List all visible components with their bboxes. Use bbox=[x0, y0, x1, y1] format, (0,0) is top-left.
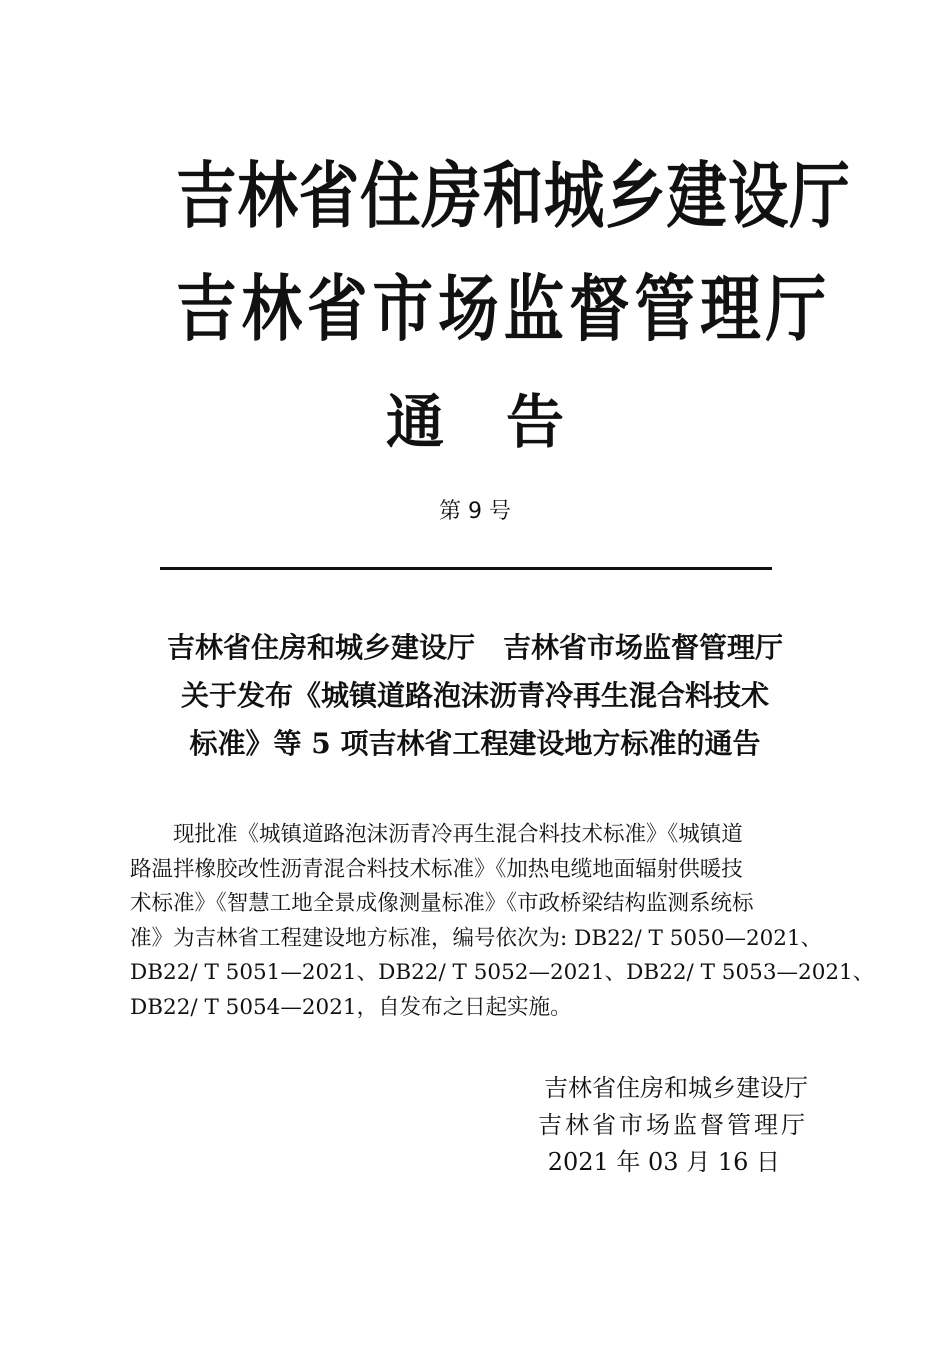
red-head-divider bbox=[160, 567, 772, 570]
signature-block bbox=[538, 1070, 808, 1181]
body-line: 路温拌橡胶改性沥青混合料技术标准》《加热电缆地面辐射供暖技 bbox=[130, 856, 743, 882]
headline-line: 关于发布《城镇道路泡沫沥青冷再生混合料技术 bbox=[180, 679, 769, 712]
notice-title: 通告 bbox=[385, 388, 626, 456]
signature-date: 2021 年 03 月 16 日 bbox=[547, 1148, 780, 1176]
notice-headline bbox=[80, 624, 870, 768]
body-line: 现批准《城镇道路泡沫沥青冷再生混合料技术标准》《城镇道 bbox=[130, 822, 743, 847]
body-line: 准》为吉林省工程建设地方标准，编号依次为: DB22/ T 5050—2021、 bbox=[130, 925, 823, 951]
headline-line: 吉林省住房和城乡建设厅 吉林省市场监督管理厅 bbox=[166, 631, 783, 664]
body-line: 术标准》《智慧工地全景成像测量标准》《市政桥梁结构监测系统标 bbox=[130, 891, 754, 916]
body-line: DB22/ T 5054—2021，自发布之日起实施。 bbox=[130, 994, 572, 1020]
body-line: DB22/ T 5051—2021、DB22/ T 5052—2021、DB22/ T 5053—2021、 bbox=[130, 960, 875, 985]
issuer-title-housing-department: 吉林省住房和城乡建设厅 bbox=[176, 154, 851, 238]
notice-body bbox=[130, 818, 875, 1025]
headline-line: 标准》等 5 项吉林省工程建设地方标准的通告 bbox=[189, 727, 761, 760]
issuer-title-market-supervision: 吉林省市场监督管理厅 bbox=[176, 267, 832, 351]
signature-market-supervision: 吉林省市场监督管理厅 bbox=[538, 1111, 808, 1139]
signature-housing-department: 吉林省住房和城乡建设厅 bbox=[544, 1074, 808, 1102]
document-number: 第 9 号 bbox=[439, 499, 511, 524]
